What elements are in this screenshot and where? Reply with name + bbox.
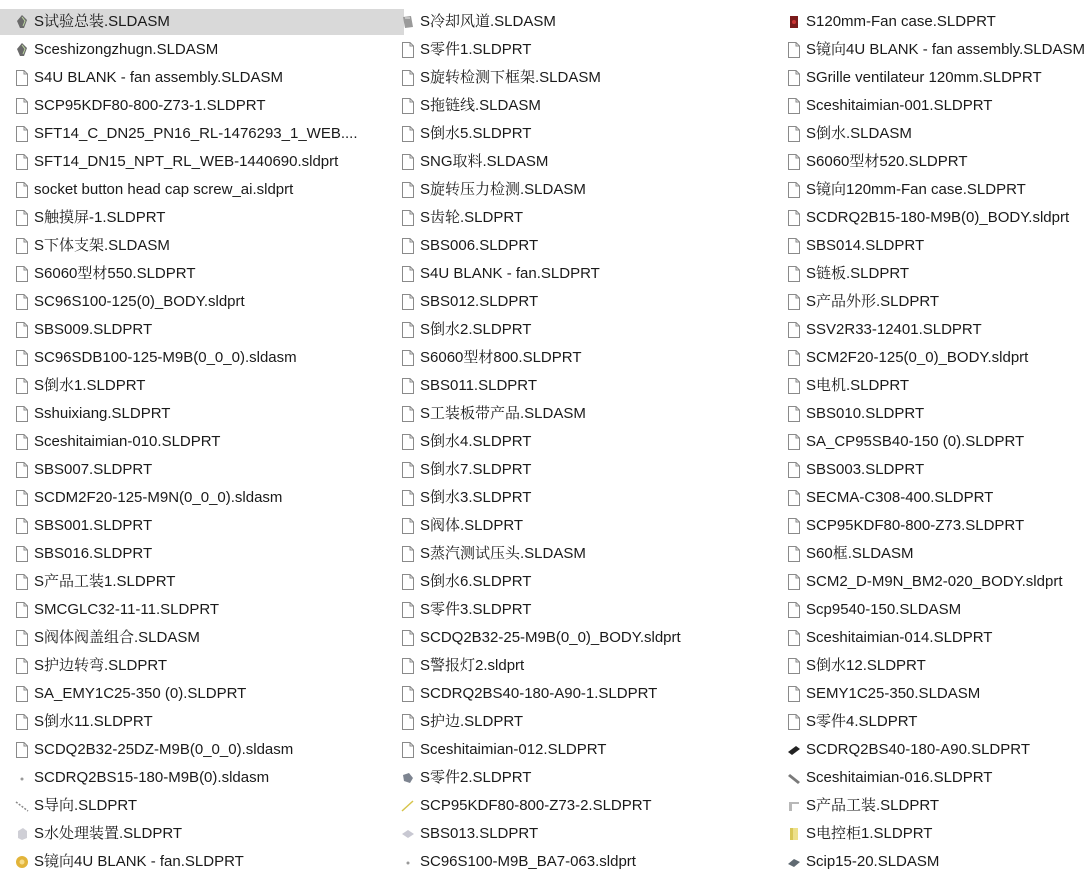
file-icon [788, 209, 800, 227]
file-item[interactable] [386, 289, 790, 315]
file-name: SCDRQ2BS40-180-A90-1.SLDPRT [420, 685, 658, 702]
file-name: S链板.SLDPRT [806, 265, 910, 282]
file-icon [16, 489, 28, 507]
file-icon [788, 41, 800, 59]
file-icon [16, 293, 28, 311]
file-item[interactable] [386, 793, 790, 819]
file-item[interactable] [386, 149, 790, 175]
status-bar [0, 873, 997, 878]
file-item[interactable] [386, 317, 790, 343]
file-name: S6060型材800.SLDPRT [420, 349, 582, 366]
file-name: SC96SDB100-125-M9B(0_0_0).sldasm [34, 349, 297, 366]
file-name: S触摸屏-1.SLDPRT [34, 209, 166, 226]
file-name: SCDRQ2BS15-180-M9B(0).sldasm [34, 769, 270, 786]
file-item[interactable] [772, 597, 1009, 623]
file-icon [788, 265, 800, 283]
file-item[interactable] [386, 9, 790, 35]
file-name: S4U BLANK - fan assembly.SLDASM [34, 69, 283, 86]
file-icon [402, 125, 414, 143]
file-icon [788, 685, 800, 703]
file-item[interactable] [0, 345, 404, 371]
plate-part-icon [402, 825, 414, 843]
file-item[interactable] [0, 765, 404, 791]
file-icon [16, 349, 28, 367]
file-name: SMCGLC32-11-11.SLDPRT [34, 601, 220, 618]
file-item[interactable] [772, 569, 1063, 595]
file-item[interactable] [772, 429, 1025, 455]
file-icon [788, 545, 800, 563]
file-icon [402, 461, 414, 479]
file-icon [16, 461, 28, 479]
file-icon [402, 293, 414, 311]
file-name: S导向.SLDPRT [34, 797, 138, 814]
file-item[interactable] [772, 121, 1009, 147]
file-item[interactable] [772, 513, 1025, 539]
file-name: SCP95KDF80-800-Z73-2.SLDPRT [420, 797, 652, 814]
file-name: SBS011.SLDPRT [420, 377, 538, 394]
file-icon [402, 153, 414, 171]
file-name: S零件3.SLDPRT [420, 601, 532, 618]
file-icon [16, 377, 28, 395]
file-item[interactable] [386, 345, 790, 371]
file-icon [16, 741, 28, 759]
file-name: SBS013.SLDPRT [420, 825, 539, 842]
file-item[interactable] [772, 9, 1009, 35]
file-name: S蒸汽测试压头.SLDASM [420, 545, 586, 562]
file-icon [788, 125, 800, 143]
file-icon [788, 573, 800, 591]
file-icon [788, 349, 800, 367]
file-item[interactable] [386, 457, 790, 483]
file-item[interactable] [0, 429, 404, 455]
file-icon [788, 517, 800, 535]
file-name: SCDQ2B32-25DZ-M9B(0_0_0).sldasm [34, 741, 294, 758]
file-item[interactable] [386, 513, 790, 539]
file-name: SECMA-C308-400.SLDPRT [806, 489, 994, 506]
file-name: SCDRQ2BS40-180-A90.SLDPRT [806, 741, 1030, 758]
file-icon [402, 629, 414, 647]
file-item[interactable] [0, 261, 404, 287]
file-name: S水处理装置.SLDPRT [34, 825, 183, 842]
file-name: S警报灯2.sldprt [420, 657, 525, 674]
file-icon [788, 237, 800, 255]
file-item[interactable] [772, 373, 1009, 399]
file-item[interactable] [0, 289, 404, 315]
file-icon [402, 97, 414, 115]
file-name: S阀体.SLDPRT [420, 517, 524, 534]
file-item[interactable] [0, 177, 404, 203]
file-name: SBS016.SLDPRT [34, 545, 153, 562]
file-item[interactable] [386, 429, 790, 455]
file-item[interactable] [0, 849, 404, 875]
file-icon [788, 489, 800, 507]
bar-part-icon [788, 769, 800, 787]
file-icon [402, 69, 414, 87]
file-name: Sceshitaimian-012.SLDPRT [420, 741, 607, 758]
file-name: SSV2R33-12401.SLDPRT [806, 321, 982, 338]
file-icon [788, 321, 800, 339]
file-item[interactable] [0, 9, 404, 35]
file-icon [402, 657, 414, 675]
file-icon [402, 321, 414, 339]
file-name: S产品外形.SLDPRT [806, 293, 940, 310]
file-name: Sceshitaimian-014.SLDPRT [806, 629, 993, 646]
file-item[interactable] [772, 205, 1070, 231]
file-icon [402, 517, 414, 535]
file-item[interactable] [386, 737, 790, 763]
bracket-part-icon [788, 797, 800, 815]
file-item[interactable] [772, 485, 1009, 511]
file-icon [402, 377, 414, 395]
file-name: SBS014.SLDPRT [806, 237, 925, 254]
file-name: socket button head cap screw_ai.sldprt [34, 181, 294, 198]
file-item[interactable] [386, 765, 790, 791]
file-icon [788, 657, 800, 675]
file-item[interactable] [772, 233, 1009, 259]
file-icon [16, 321, 28, 339]
file-icon [402, 349, 414, 367]
file-icon [16, 657, 28, 675]
file-name: S护边.SLDPRT [420, 713, 524, 730]
file-item[interactable] [386, 681, 790, 707]
file-item[interactable] [0, 485, 404, 511]
file-item[interactable] [772, 821, 1009, 847]
fan-part-icon [16, 853, 28, 871]
file-item[interactable] [772, 737, 1030, 763]
file-item[interactable] [772, 681, 1009, 707]
rail-part-icon [16, 797, 28, 815]
file-icon [402, 545, 414, 563]
file-name: S120mm-Fan case.SLDPRT [806, 13, 996, 30]
file-item[interactable] [0, 233, 404, 259]
file-name: SBS010.SLDPRT [806, 405, 925, 422]
file-name: SCDQ2B32-25-M9B(0_0)_BODY.sldprt [420, 629, 681, 646]
file-name: S镜向4U BLANK - fan assembly.SLDASM [806, 41, 1085, 58]
file-name: S冷却风道.SLDASM [420, 13, 556, 30]
file-name: SCM2F20-125(0_0)_BODY.sldprt [806, 349, 1029, 366]
file-item[interactable] [0, 149, 404, 175]
file-item[interactable] [772, 345, 1029, 371]
file-name: S电机.SLDPRT [806, 377, 910, 394]
file-item[interactable] [386, 597, 790, 623]
file-item[interactable] [0, 541, 404, 567]
assembly-icon [16, 41, 28, 59]
file-item[interactable] [772, 149, 1009, 175]
file-name: S产品工装.SLDPRT [806, 797, 940, 814]
file-name: S旋转压力检测.SLDASM [420, 181, 586, 198]
file-item[interactable] [386, 261, 790, 287]
file-item[interactable] [386, 233, 790, 259]
file-item[interactable] [0, 65, 404, 91]
dot-part-icon [16, 769, 28, 787]
dot-part-icon [402, 853, 414, 871]
file-icon [788, 69, 800, 87]
file-item[interactable] [0, 653, 404, 679]
file-icon [402, 209, 414, 227]
file-item[interactable] [386, 849, 790, 875]
file-icon [402, 41, 414, 59]
file-name: SFT14_DN15_NPT_RL_WEB-1440690.sldprt [34, 153, 339, 170]
file-name: SCDRQ2B15-180-M9B(0)_BODY.sldprt [806, 209, 1070, 226]
file-item[interactable] [772, 709, 1009, 735]
file-icon [788, 181, 800, 199]
file-name: S零件4.SLDPRT [806, 713, 918, 730]
file-item[interactable] [386, 625, 790, 651]
file-icon [16, 405, 28, 423]
file-item[interactable] [386, 93, 790, 119]
file-icon [402, 433, 414, 451]
file-item[interactable] [772, 317, 1009, 343]
file-icon [16, 69, 28, 87]
file-item[interactable] [0, 205, 404, 231]
file-icon [16, 713, 28, 731]
file-name: SBS001.SLDPRT [34, 517, 153, 534]
file-name: S镜向4U BLANK - fan.SLDPRT [34, 853, 244, 870]
file-name: S倒水1.SLDPRT [34, 377, 146, 394]
file-icon [402, 601, 414, 619]
file-item[interactable] [386, 373, 790, 399]
file-item[interactable] [386, 541, 790, 567]
file-item[interactable] [772, 37, 1085, 63]
file-item[interactable] [386, 37, 790, 63]
file-name: S倒水12.SLDPRT [806, 657, 926, 674]
file-name: S倒水.SLDASM [806, 125, 912, 142]
file-item[interactable] [0, 317, 404, 343]
file-icon [402, 405, 414, 423]
file-name: S镜向120mm-Fan case.SLDPRT [806, 181, 1026, 198]
file-item[interactable] [386, 569, 790, 595]
file-item[interactable] [386, 485, 790, 511]
file-name: S零件2.SLDPRT [420, 769, 532, 786]
file-icon [788, 153, 800, 171]
file-item[interactable] [772, 93, 1009, 119]
duct-part-icon [402, 13, 414, 31]
cylinder-part-icon [788, 741, 800, 759]
file-item[interactable] [772, 625, 1009, 651]
file-name: SBS003.SLDPRT [806, 461, 925, 478]
file-name: SBS009.SLDPRT [34, 321, 153, 338]
file-name: S产品工装1.SLDPRT [34, 573, 176, 590]
clip-part-icon [788, 853, 800, 871]
file-icon [16, 601, 28, 619]
file-icon [16, 125, 28, 143]
file-name: SA_EMY1C25-350 (0).SLDPRT [34, 685, 247, 702]
file-icon [402, 265, 414, 283]
file-name: SBS007.SLDPRT [34, 461, 153, 478]
file-icon [16, 153, 28, 171]
file-item[interactable] [772, 541, 1009, 567]
file-name: S倒水6.SLDPRT [420, 573, 532, 590]
file-icon [402, 489, 414, 507]
file-name: SCM2_D-M9N_BM2-020_BODY.sldprt [806, 573, 1063, 590]
file-icon [16, 545, 28, 563]
file-item[interactable] [0, 457, 404, 483]
file-name: S旋转检测下框架.SLDASM [420, 69, 601, 86]
file-item[interactable] [386, 121, 790, 147]
file-name: S阀体阀盖组合.SLDASM [34, 629, 200, 646]
file-name: Scp9540-150.SLDASM [806, 601, 962, 618]
file-icon [16, 517, 28, 535]
file-item[interactable] [0, 569, 404, 595]
file-name: S试验总装.SLDASM [34, 13, 170, 30]
file-icon [788, 97, 800, 115]
file-item[interactable] [0, 513, 404, 539]
file-icon [16, 181, 28, 199]
file-item[interactable] [0, 625, 404, 651]
file-name: SNG取料.SLDASM [420, 153, 549, 170]
file-name: S倒水5.SLDPRT [420, 125, 532, 142]
file-icon [788, 629, 800, 647]
file-item[interactable] [772, 457, 1009, 483]
file-name: S倒水11.SLDPRT [34, 713, 153, 730]
file-icon [16, 685, 28, 703]
file-name: S倒水3.SLDPRT [420, 489, 532, 506]
file-item[interactable] [0, 681, 404, 707]
file-item[interactable] [0, 121, 404, 147]
file-icon [402, 237, 414, 255]
file-icon [402, 181, 414, 199]
file-list[interactable] [0, 9, 1085, 878]
file-name: SCP95KDF80-800-Z73.SLDPRT [806, 517, 1025, 534]
file-icon [16, 265, 28, 283]
file-item[interactable] [772, 793, 1009, 819]
file-item[interactable] [0, 737, 404, 763]
file-item[interactable] [0, 597, 404, 623]
file-icon [16, 573, 28, 591]
file-name: S倒水4.SLDPRT [420, 433, 532, 450]
file-name: SC96S100-M9B_BA7-063.sldprt [420, 853, 636, 870]
file-icon [788, 461, 800, 479]
file-item[interactable] [772, 65, 1042, 91]
file-item[interactable] [386, 401, 790, 427]
cabinet-part-icon [788, 825, 800, 843]
file-name: S60框.SLDASM [806, 545, 914, 562]
file-item[interactable] [0, 793, 404, 819]
file-item[interactable] [0, 401, 404, 427]
file-name: S齿轮.SLDPRT [420, 209, 524, 226]
file-name: Scip15-20.SLDASM [806, 853, 940, 870]
gear-part-icon [402, 769, 414, 787]
block-part-icon [16, 825, 28, 843]
file-item[interactable] [772, 289, 1009, 315]
file-item[interactable] [772, 653, 1009, 679]
file-item[interactable] [772, 401, 1009, 427]
file-name: Sceshitaimian-010.SLDPRT [34, 433, 221, 450]
file-icon [402, 741, 414, 759]
file-icon [16, 433, 28, 451]
file-item[interactable] [772, 765, 1009, 791]
file-icon [788, 293, 800, 311]
file-name: S下体支架.SLDASM [34, 237, 170, 254]
file-item[interactable] [0, 93, 404, 119]
file-name: Sceshitaimian-016.SLDPRT [806, 769, 993, 786]
file-name: SEMY1C25-350.SLDASM [806, 685, 981, 702]
file-icon [16, 237, 28, 255]
fan-case-icon [788, 13, 800, 31]
file-name: Sshuixiang.SLDPRT [34, 405, 171, 422]
file-icon [16, 629, 28, 647]
file-icon [402, 573, 414, 591]
file-icon [788, 377, 800, 395]
file-name: S倒水7.SLDPRT [420, 461, 532, 478]
file-name: S零件1.SLDPRT [420, 41, 532, 58]
file-name: S电控柜1.SLDPRT [806, 825, 933, 842]
assembly-icon [16, 13, 28, 31]
file-item[interactable] [0, 821, 404, 847]
file-item[interactable] [772, 261, 1009, 287]
file-item[interactable] [772, 849, 1009, 875]
file-icon [402, 713, 414, 731]
file-icon [788, 433, 800, 451]
file-name: S工装板带产品.SLDASM [420, 405, 586, 422]
file-name: S6060型材520.SLDPRT [806, 153, 968, 170]
file-item[interactable] [386, 653, 790, 679]
file-name: S4U BLANK - fan.SLDPRT [420, 265, 600, 282]
file-name: SC96S100-125(0)_BODY.sldprt [34, 293, 245, 310]
file-name: S拖链线.SLDASM [420, 97, 541, 114]
file-icon [788, 713, 800, 731]
file-item[interactable] [772, 177, 1026, 203]
file-icon [16, 97, 28, 115]
file-name: SBS012.SLDPRT [420, 293, 539, 310]
file-name: S6060型材550.SLDPRT [34, 265, 196, 282]
file-icon [788, 405, 800, 423]
rod-part-icon [402, 797, 414, 815]
file-item[interactable] [386, 205, 790, 231]
file-icon [402, 685, 414, 703]
file-item[interactable] [386, 177, 790, 203]
file-name: SCP95KDF80-800-Z73-1.SLDPRT [34, 97, 266, 114]
file-name: SCDM2F20-125-M9N(0_0_0).sldasm [34, 489, 283, 506]
file-icon [788, 601, 800, 619]
file-item[interactable] [0, 37, 404, 63]
file-name: SFT14_C_DN25_PN16_RL-1476293_1_WEB.... [34, 125, 358, 142]
file-name: SA_CP95SB40-150 (0).SLDPRT [806, 433, 1025, 450]
file-name: S倒水2.SLDPRT [420, 321, 532, 338]
file-item[interactable] [0, 373, 404, 399]
file-item[interactable] [0, 709, 404, 735]
file-name: Sceshizongzhugn.SLDASM [34, 41, 219, 58]
file-name: Sceshitaimian-001.SLDPRT [806, 97, 993, 114]
file-name: S护边转弯.SLDPRT [34, 657, 168, 674]
file-item[interactable] [386, 709, 790, 735]
file-item[interactable] [386, 821, 790, 847]
file-name: SGrille ventilateur 120mm.SLDPRT [806, 69, 1042, 86]
file-icon [16, 209, 28, 227]
file-item[interactable] [386, 65, 790, 91]
file-name: SBS006.SLDPRT [420, 237, 539, 254]
